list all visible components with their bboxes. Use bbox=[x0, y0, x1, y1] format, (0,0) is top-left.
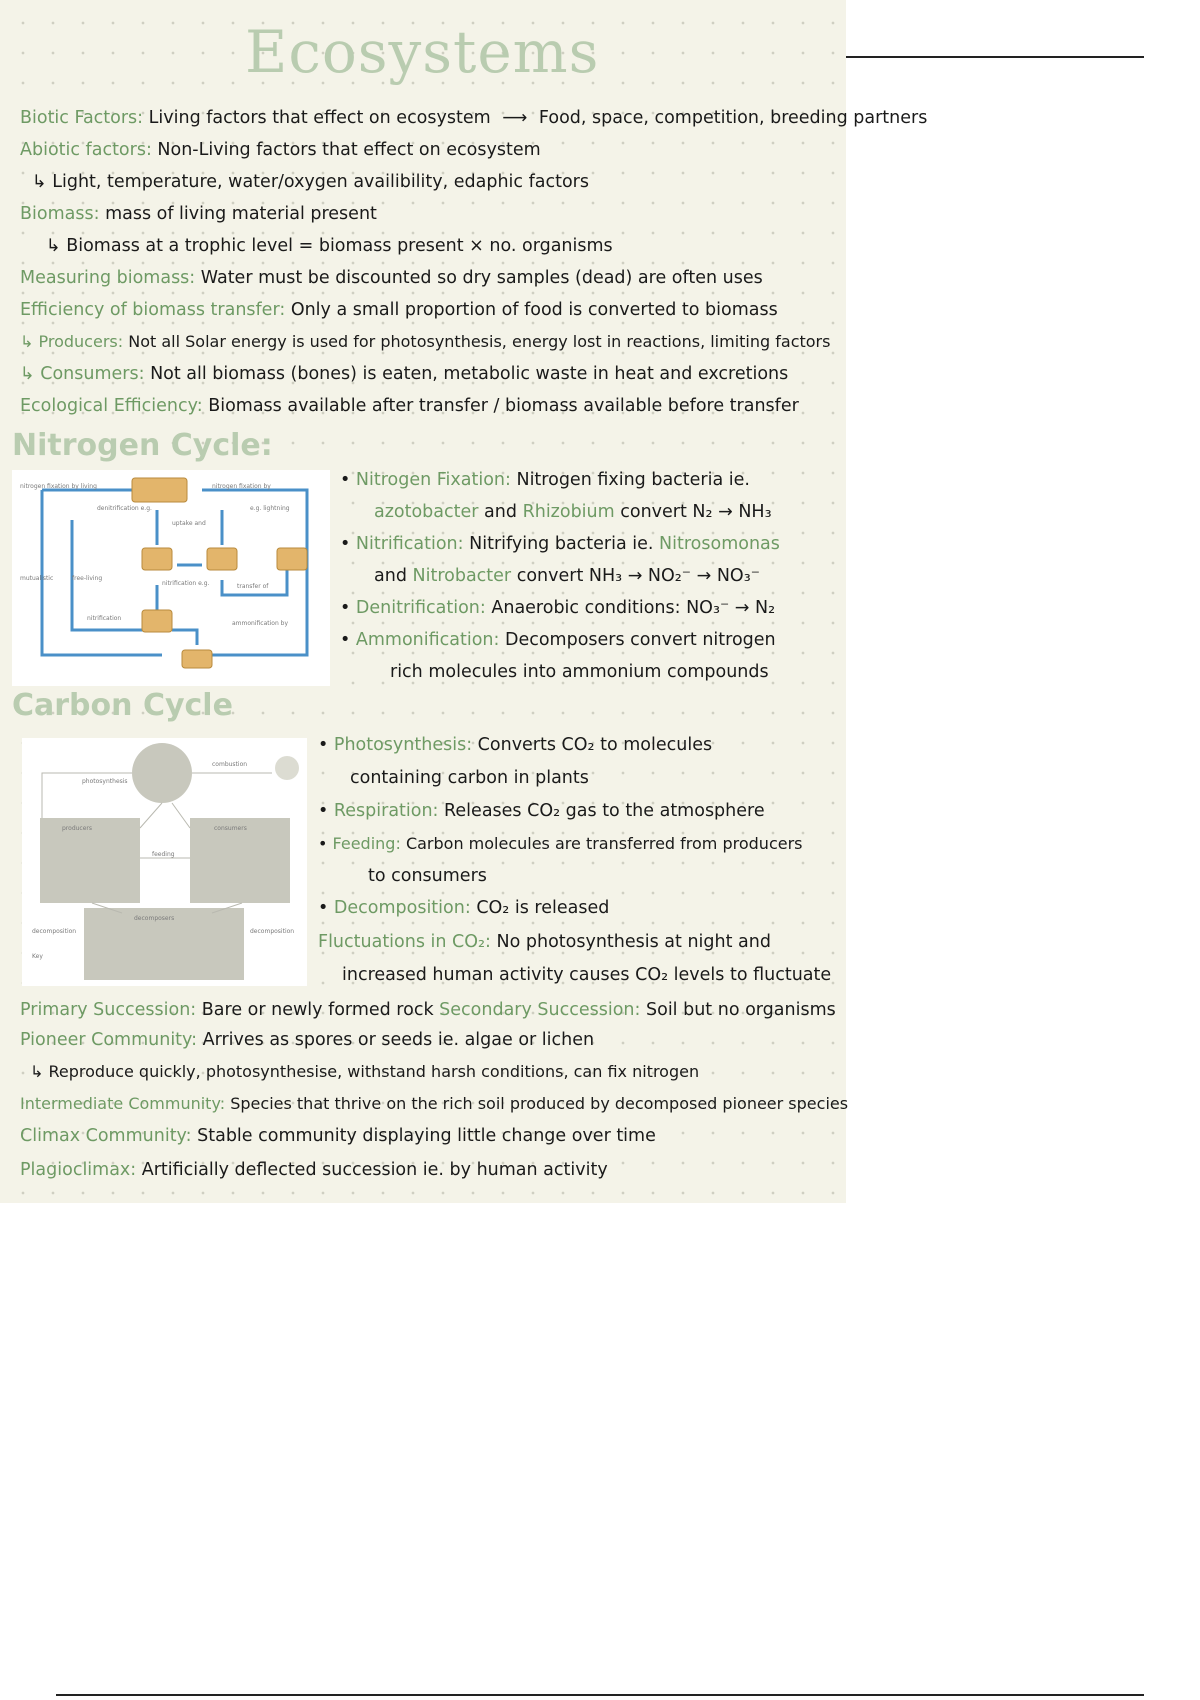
decomp-def: CO₂ is released bbox=[476, 898, 610, 918]
ecological-term: Ecological Efficiency: bbox=[20, 396, 203, 416]
biotic-term: Biotic Factors: bbox=[20, 108, 144, 128]
secondary-def: Soil but no organisms bbox=[646, 1000, 836, 1020]
nitrification-line2 bbox=[374, 566, 760, 586]
resp-def: Releases CO₂ gas to the atmosphere bbox=[444, 801, 765, 821]
photo-bullet: • Photosynthesis: Converts CO₂ to molecules bbox=[318, 735, 713, 755]
svg-text:transfer of: transfer of bbox=[237, 583, 269, 590]
svg-text:free-living: free-living bbox=[72, 575, 103, 582]
nitrogen-heading: Nitrogen Cycle: bbox=[12, 428, 273, 463]
svg-text:denitrification e.g.: denitrification e.g. bbox=[97, 505, 152, 512]
producers-term: ↳ Producers: bbox=[20, 332, 124, 351]
nitrogen-diagram-svg bbox=[12, 470, 330, 686]
secondary-term: Secondary Succession: bbox=[439, 1000, 641, 1020]
efficiency-line bbox=[20, 300, 778, 320]
intermediate-line bbox=[20, 1094, 848, 1113]
denitrification-bullet: • Denitrification: Anaerobic conditions: NO₃⁻ → N₂ bbox=[340, 598, 776, 618]
svg-text:decomposers: decomposers bbox=[134, 915, 175, 922]
photo-def: Converts CO₂ to molecules bbox=[477, 735, 713, 755]
nitrification-def: Nitrifying bacteria ie. bbox=[469, 534, 654, 554]
fixation-bullet: • Nitrogen Fixation: Nitrogen fixing bacteria ie. bbox=[340, 470, 750, 490]
biotic-line bbox=[20, 108, 927, 128]
svg-text:combustion: combustion bbox=[212, 761, 248, 768]
efficiency-term: Efficiency of biomass transfer: bbox=[20, 300, 286, 320]
producers-line bbox=[20, 332, 830, 351]
measuring-line bbox=[20, 268, 763, 288]
primary-line bbox=[20, 1000, 836, 1020]
fixation-ex2: Rhizobium bbox=[522, 502, 615, 522]
svg-text:uptake and: uptake and bbox=[172, 520, 206, 527]
climax-def: Stable community displaying little change over time bbox=[197, 1126, 656, 1146]
nitrogen-cycle-diagram bbox=[12, 470, 330, 686]
plagio-def: Artificially deflected succession ie. by human activity bbox=[141, 1160, 608, 1180]
denitrification-def: Anaerobic conditions: NO₃⁻ → N₂ bbox=[491, 598, 776, 618]
arrow-icon: ⟶ bbox=[502, 108, 528, 128]
nitrification-and: and bbox=[374, 566, 407, 586]
carbon-cycle-diagram bbox=[22, 738, 307, 986]
denitrification-term: Denitrification: bbox=[355, 598, 486, 618]
fixation-def: Nitrogen fixing bacteria ie. bbox=[516, 470, 750, 490]
svg-text:mutualistic: mutualistic bbox=[20, 575, 54, 582]
carbon-heading: Carbon Cycle bbox=[12, 688, 233, 723]
decomp-bullet: • Decomposition: CO₂ is released bbox=[318, 898, 610, 918]
abiotic-term: Abiotic factors: bbox=[20, 140, 152, 160]
biomass-line bbox=[20, 204, 377, 224]
consumers-term: ↳ Consumers: bbox=[20, 364, 145, 384]
feed-line2: to consumers bbox=[368, 866, 487, 886]
fixation-ex1: azotobacter bbox=[374, 502, 479, 522]
svg-text:Key: Key bbox=[32, 953, 43, 960]
resp-term: Respiration: bbox=[333, 801, 439, 821]
measuring-def: Water must be discounted so dry samples (dead) are often uses bbox=[200, 268, 763, 288]
biomass-formula: ↳ Biomass at a trophic level = biomass present × no. organisms bbox=[46, 236, 613, 256]
pioneer-def: Arrives as spores or seeds ie. algae or lichen bbox=[202, 1030, 595, 1050]
biotic-examples: Food, space, competition, breeding partners bbox=[538, 108, 928, 128]
carbon-diagram-svg bbox=[22, 738, 307, 986]
svg-text:feeding: feeding bbox=[152, 851, 175, 858]
producers-def: Not all Solar energy is used for photosynthesis, energy lost in reactions, limiting factors bbox=[128, 332, 831, 351]
abiotic-line bbox=[20, 140, 541, 160]
bottom-rule bbox=[56, 1694, 1144, 1696]
plagio-term: Plagioclimax: bbox=[20, 1160, 137, 1180]
ammonification-def: Decomposers convert nitrogen bbox=[504, 630, 776, 650]
svg-text:nitrification e.g.: nitrification e.g. bbox=[162, 580, 210, 587]
biomass-term: Biomass: bbox=[20, 204, 100, 224]
svg-text:consumers: consumers bbox=[214, 825, 247, 832]
abiotic-def: Non-Living factors that effect on ecosystem bbox=[157, 140, 541, 160]
feed-bullet: • Feeding: Carbon molecules are transferred from producers bbox=[318, 834, 803, 853]
biotic-def: Living factors that effect on ecosystem bbox=[148, 108, 491, 128]
primary-term: Primary Succession: bbox=[20, 1000, 197, 1020]
photo-line2: containing carbon in plants bbox=[350, 768, 589, 788]
climax-term: Climax Community: bbox=[20, 1126, 192, 1146]
svg-text:decomposition: decomposition bbox=[32, 928, 77, 935]
svg-text:ammonification by: ammonification by bbox=[232, 620, 289, 627]
nitrification-ex1: Nitrosomonas bbox=[659, 534, 780, 554]
primary-def: Bare or newly formed rock bbox=[201, 1000, 434, 1020]
climax-line bbox=[20, 1126, 656, 1146]
intermediate-def: Species that thrive on the rich soil produced by decomposed pioneer species bbox=[230, 1094, 849, 1113]
nitrification-term: Nitrification: bbox=[355, 534, 464, 554]
svg-text:e.g. lightning: e.g. lightning bbox=[250, 505, 290, 512]
svg-text:producers: producers bbox=[62, 825, 93, 832]
fluct-line bbox=[318, 932, 771, 952]
page-title: Ecosystems bbox=[245, 18, 600, 86]
fixation-and: and bbox=[484, 502, 517, 522]
ammonification-term: Ammonification: bbox=[355, 630, 500, 650]
resp-bullet: • Respiration: Releases CO₂ gas to the atmosphere bbox=[318, 801, 765, 821]
biomass-def: mass of living material present bbox=[105, 204, 377, 224]
svg-text:nitrification: nitrification bbox=[87, 615, 122, 622]
svg-text:nitrogen fixation by living: nitrogen fixation by living bbox=[20, 483, 97, 490]
top-rule bbox=[846, 56, 1144, 58]
svg-text:photosynthesis: photosynthesis bbox=[82, 778, 128, 785]
ammonification-bullet: • Ammonification: Decomposers convert nitrogen bbox=[340, 630, 776, 650]
feed-def: Carbon molecules are transferred from producers bbox=[405, 834, 803, 853]
fluct-line2: increased human activity causes CO₂ levels to fluctuate bbox=[342, 965, 832, 985]
svg-text:nitrogen fixation by: nitrogen fixation by bbox=[212, 483, 271, 490]
pioneer-line bbox=[20, 1030, 594, 1050]
nitrification-bullet: • Nitrification: Nitrifying bacteria ie. Nitrosomonas bbox=[340, 534, 780, 554]
intermediate-term: Intermediate Community: bbox=[20, 1094, 226, 1113]
consumers-line bbox=[20, 364, 788, 384]
ecological-line bbox=[20, 396, 799, 416]
feed-term: Feeding: bbox=[332, 834, 401, 853]
nitrification-ex2: Nitrobacter bbox=[412, 566, 512, 586]
measuring-term: Measuring biomass: bbox=[20, 268, 196, 288]
pioneer-term: Pioneer Community: bbox=[20, 1030, 198, 1050]
ecological-def: Biomass available after transfer / biomass available before transfer bbox=[208, 396, 799, 416]
fixation-conv: convert N₂ → NH₃ bbox=[620, 502, 772, 522]
pioneer-detail: ↳ Reproduce quickly, photosynthesise, withstand harsh conditions, can fix nitrogen bbox=[30, 1062, 700, 1081]
fluct-def: No photosynthesis at night and bbox=[496, 932, 771, 952]
nitrification-conv: convert NH₃ → NO₂⁻ → NO₃⁻ bbox=[516, 566, 760, 586]
decomp-term: Decomposition: bbox=[333, 898, 471, 918]
abiotic-examples: ↳ Light, temperature, water/oxygen availibility, edaphic factors bbox=[32, 172, 589, 192]
ammonification-line2: rich molecules into ammonium compounds bbox=[390, 662, 769, 682]
fluct-term: Fluctuations in CO₂: bbox=[318, 932, 491, 952]
fixation-term: Nitrogen Fixation: bbox=[355, 470, 511, 490]
consumers-def: Not all biomass (bones) is eaten, metabolic waste in heat and excretions bbox=[150, 364, 789, 384]
efficiency-def: Only a small proportion of food is converted to biomass bbox=[290, 300, 778, 320]
photo-term: Photosynthesis: bbox=[333, 735, 473, 755]
svg-text:decomposition: decomposition bbox=[250, 928, 295, 935]
plagio-line bbox=[20, 1160, 608, 1180]
fixation-line2 bbox=[374, 502, 772, 522]
